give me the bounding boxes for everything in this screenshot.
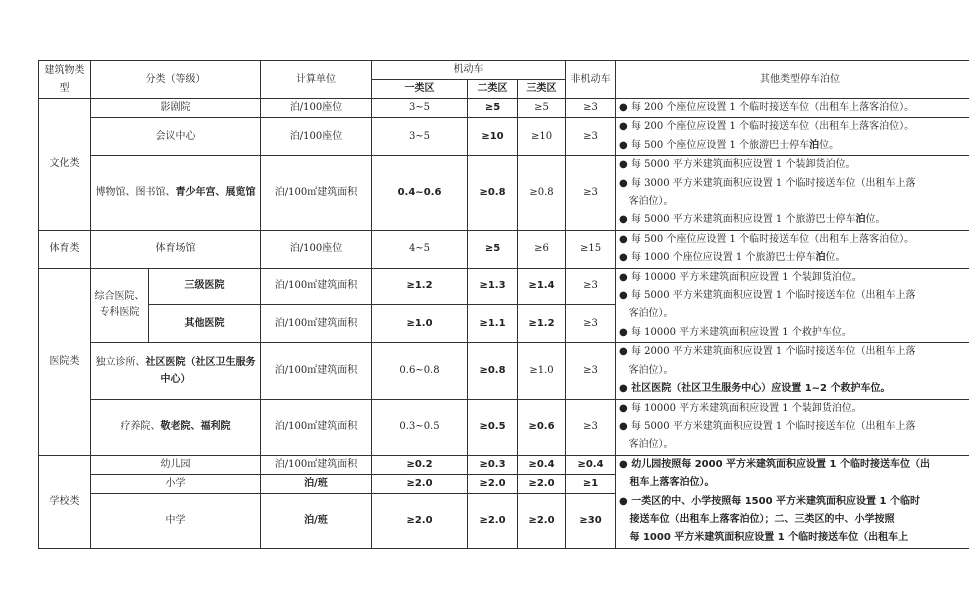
row-clinic-z3: ≥1.0 [518,343,566,399]
row-other-hospital-nm: ≥3 [566,304,616,342]
row-clinic-z1: 0.6~0.8 [372,343,468,399]
row-conference-z3: ≥10 [518,118,566,156]
row-clinic-z2: ≥0.8 [468,343,518,399]
header-category: 分类（等级） [91,61,261,99]
row-conference-z1: 3~5 [372,118,468,156]
row-theater-z2: ≥5 [468,99,518,118]
row-primary-unit: 泊/班 [261,474,372,493]
row-theater-notes: ● 每 200 个座位应设置 1 个临时接送车位（出租车上落客泊位）。 [616,99,969,118]
row-conference-z2: ≥10 [468,118,518,156]
row-museum-name: 博物馆、图书馆、青少年宫、展览馆 [91,156,261,231]
row-primary-nm: ≥1 [566,474,616,493]
row-stadium-name: 体育场馆 [91,230,261,268]
row-nursing-z1: 0.3~0.5 [372,399,468,455]
row-grade3-nm: ≥3 [566,268,616,304]
row-middle-name: 中学 [91,493,261,548]
row-kindergarten-z3: ≥0.4 [518,455,566,474]
row-theater-unit: 泊/100座位 [261,99,372,118]
row-museum-z2: ≥0.8 [468,156,518,231]
row-grade3-z2: ≥1.3 [468,268,518,304]
header-nonmotor: 非机动车 [566,61,616,99]
row-middle-z1: ≥2.0 [372,493,468,548]
row-other-hospital-unit: 泊/100㎡建筑面积 [261,304,372,342]
row-primary-z3: ≥2.0 [518,474,566,493]
row-other-hospital-z2: ≥1.1 [468,304,518,342]
row-stadium-z3: ≥6 [518,230,566,268]
row-museum-z1: 0.4~0.6 [372,156,468,231]
row-kindergarten-z1: ≥0.2 [372,455,468,474]
row-stadium-unit: 泊/100座位 [261,230,372,268]
parking-standards-table [38,60,969,549]
row-nursing-notes: ● 每 10000 平方米建筑面积应设置 1 个装卸货泊位。 ● 每 5000 平方米建筑面积应设置 1 个临时接送车位（出租车上落 客泊位）。 [616,399,969,455]
row-theater-z3: ≥5 [518,99,566,118]
row-conference-name: 会议中心 [91,118,261,156]
row-kindergarten-z2: ≥0.3 [468,455,518,474]
header-other: 其他类型停车泊位 [616,61,969,99]
row-middle-nm: ≥30 [566,493,616,548]
row-nursing-unit: 泊/100㎡建筑面积 [261,399,372,455]
row-theater-nm: ≥3 [566,99,616,118]
row-conference-notes: ● 每 200 个座位应设置 1 个临时接送车位（出租车上落客泊位）。 ● 每 500 个座位应设置 1 个旅游巴士停车泊位。 [616,118,969,156]
row-grade3-unit: 泊/100㎡建筑面积 [261,268,372,304]
row-kindergarten-name: 幼儿园 [91,455,261,474]
row-primary-z2: ≥2.0 [468,474,518,493]
row-clinic-name: 独立诊所、社区医院（社区卫生服务中心） [91,343,261,399]
category-sports: 体育类 [39,230,91,268]
header-unit: 计算单位 [261,61,372,99]
row-clinic-nm: ≥3 [566,343,616,399]
header-zone1: 一类区 [372,80,468,99]
row-middle-z2: ≥2.0 [468,493,518,548]
row-clinic-unit: 泊/100㎡建筑面积 [261,343,372,399]
row-conference-unit: 泊/100座位 [261,118,372,156]
row-stadium-nm: ≥15 [566,230,616,268]
category-culture: 文化类 [39,99,91,231]
row-museum-notes: ● 每 5000 平方米建筑面积应设置 1 个装卸货泊位。 ● 每 3000 平方米建筑面积应设置 1 个临时接送车位（出租车上落 客泊位）。 ● 每 5000 平方米建筑面积应设置 1 个旅游巴士停车泊位。 [616,156,969,231]
header-zone3: 三类区 [518,80,566,99]
row-museum-z3: ≥0.8 [518,156,566,231]
row-stadium-z1: 4~5 [372,230,468,268]
row-theater-name: 影剧院 [91,99,261,118]
row-stadium-notes: ● 每 500 个座位应设置 1 个临时接送车位（出租车上落客泊位）。 ● 每 1000 个座位应设置 1 个旅游巴士停车泊位。 [616,230,969,268]
row-conference-nm: ≥3 [566,118,616,156]
row-other-hospital-z3: ≥1.2 [518,304,566,342]
row-kindergarten-unit: 泊/100㎡建筑面积 [261,455,372,474]
row-other-hospital-name: 其他医院 [149,304,261,342]
row-primary-z1: ≥2.0 [372,474,468,493]
row-primary-name: 小学 [91,474,261,493]
row-school-notes: ● 幼儿园按照每 2000 平方米建筑面积应设置 1 个临时接送车位（出 租车上落客泊位）。 ● 一类区的中、小学按照每 1500 平方米建筑面积应设置 1 个临时 接送车位（出租车上落客泊位）；二、三类区的中、小学按照 每 1000 平方米建筑面积应设置 1 个临时接送车位（出租车上 [616,455,969,548]
row-nursing-nm: ≥3 [566,399,616,455]
row-museum-nm: ≥3 [566,156,616,231]
header-motor: 机动车 [372,61,566,80]
row-stadium-z2: ≥5 [468,230,518,268]
row-general-hospital-notes: ● 每 10000 平方米建筑面积应设置 1 个装卸货泊位。 ● 每 5000 平方米建筑面积应设置 1 个临时接送车位（出租车上落 客泊位）。 ● 每 10000 平方米建筑面积应设置 1 个救护车位。 [616,268,969,343]
row-grade3-z1: ≥1.2 [372,268,468,304]
header-building-type: 建筑物类型 [39,61,91,99]
row-middle-z3: ≥2.0 [518,493,566,548]
row-nursing-z3: ≥0.6 [518,399,566,455]
row-nursing-z2: ≥0.5 [468,399,518,455]
category-school: 学校类 [39,455,91,548]
row-grade3-z3: ≥1.4 [518,268,566,304]
row-nursing-name: 疗养院、敬老院、福利院 [91,399,261,455]
row-theater-z1: 3~5 [372,99,468,118]
row-middle-unit: 泊/班 [261,493,372,548]
row-kindergarten-nm: ≥0.4 [566,455,616,474]
row-museum-unit: 泊/100㎡建筑面积 [261,156,372,231]
hospital-general-label: 综合医院、专科医院 [91,268,149,343]
header-zone2: 二类区 [468,80,518,99]
row-grade3-name: 三级医院 [149,268,261,304]
row-clinic-notes: ● 每 2000 平方米建筑面积应设置 1 个临时接送车位（出租车上落 客泊位）。 ● 社区医院（社区卫生服务中心）应设置 1~2 个救护车位。 [616,343,969,399]
category-hospital: 医院类 [39,268,91,455]
row-other-hospital-z1: ≥1.0 [372,304,468,342]
